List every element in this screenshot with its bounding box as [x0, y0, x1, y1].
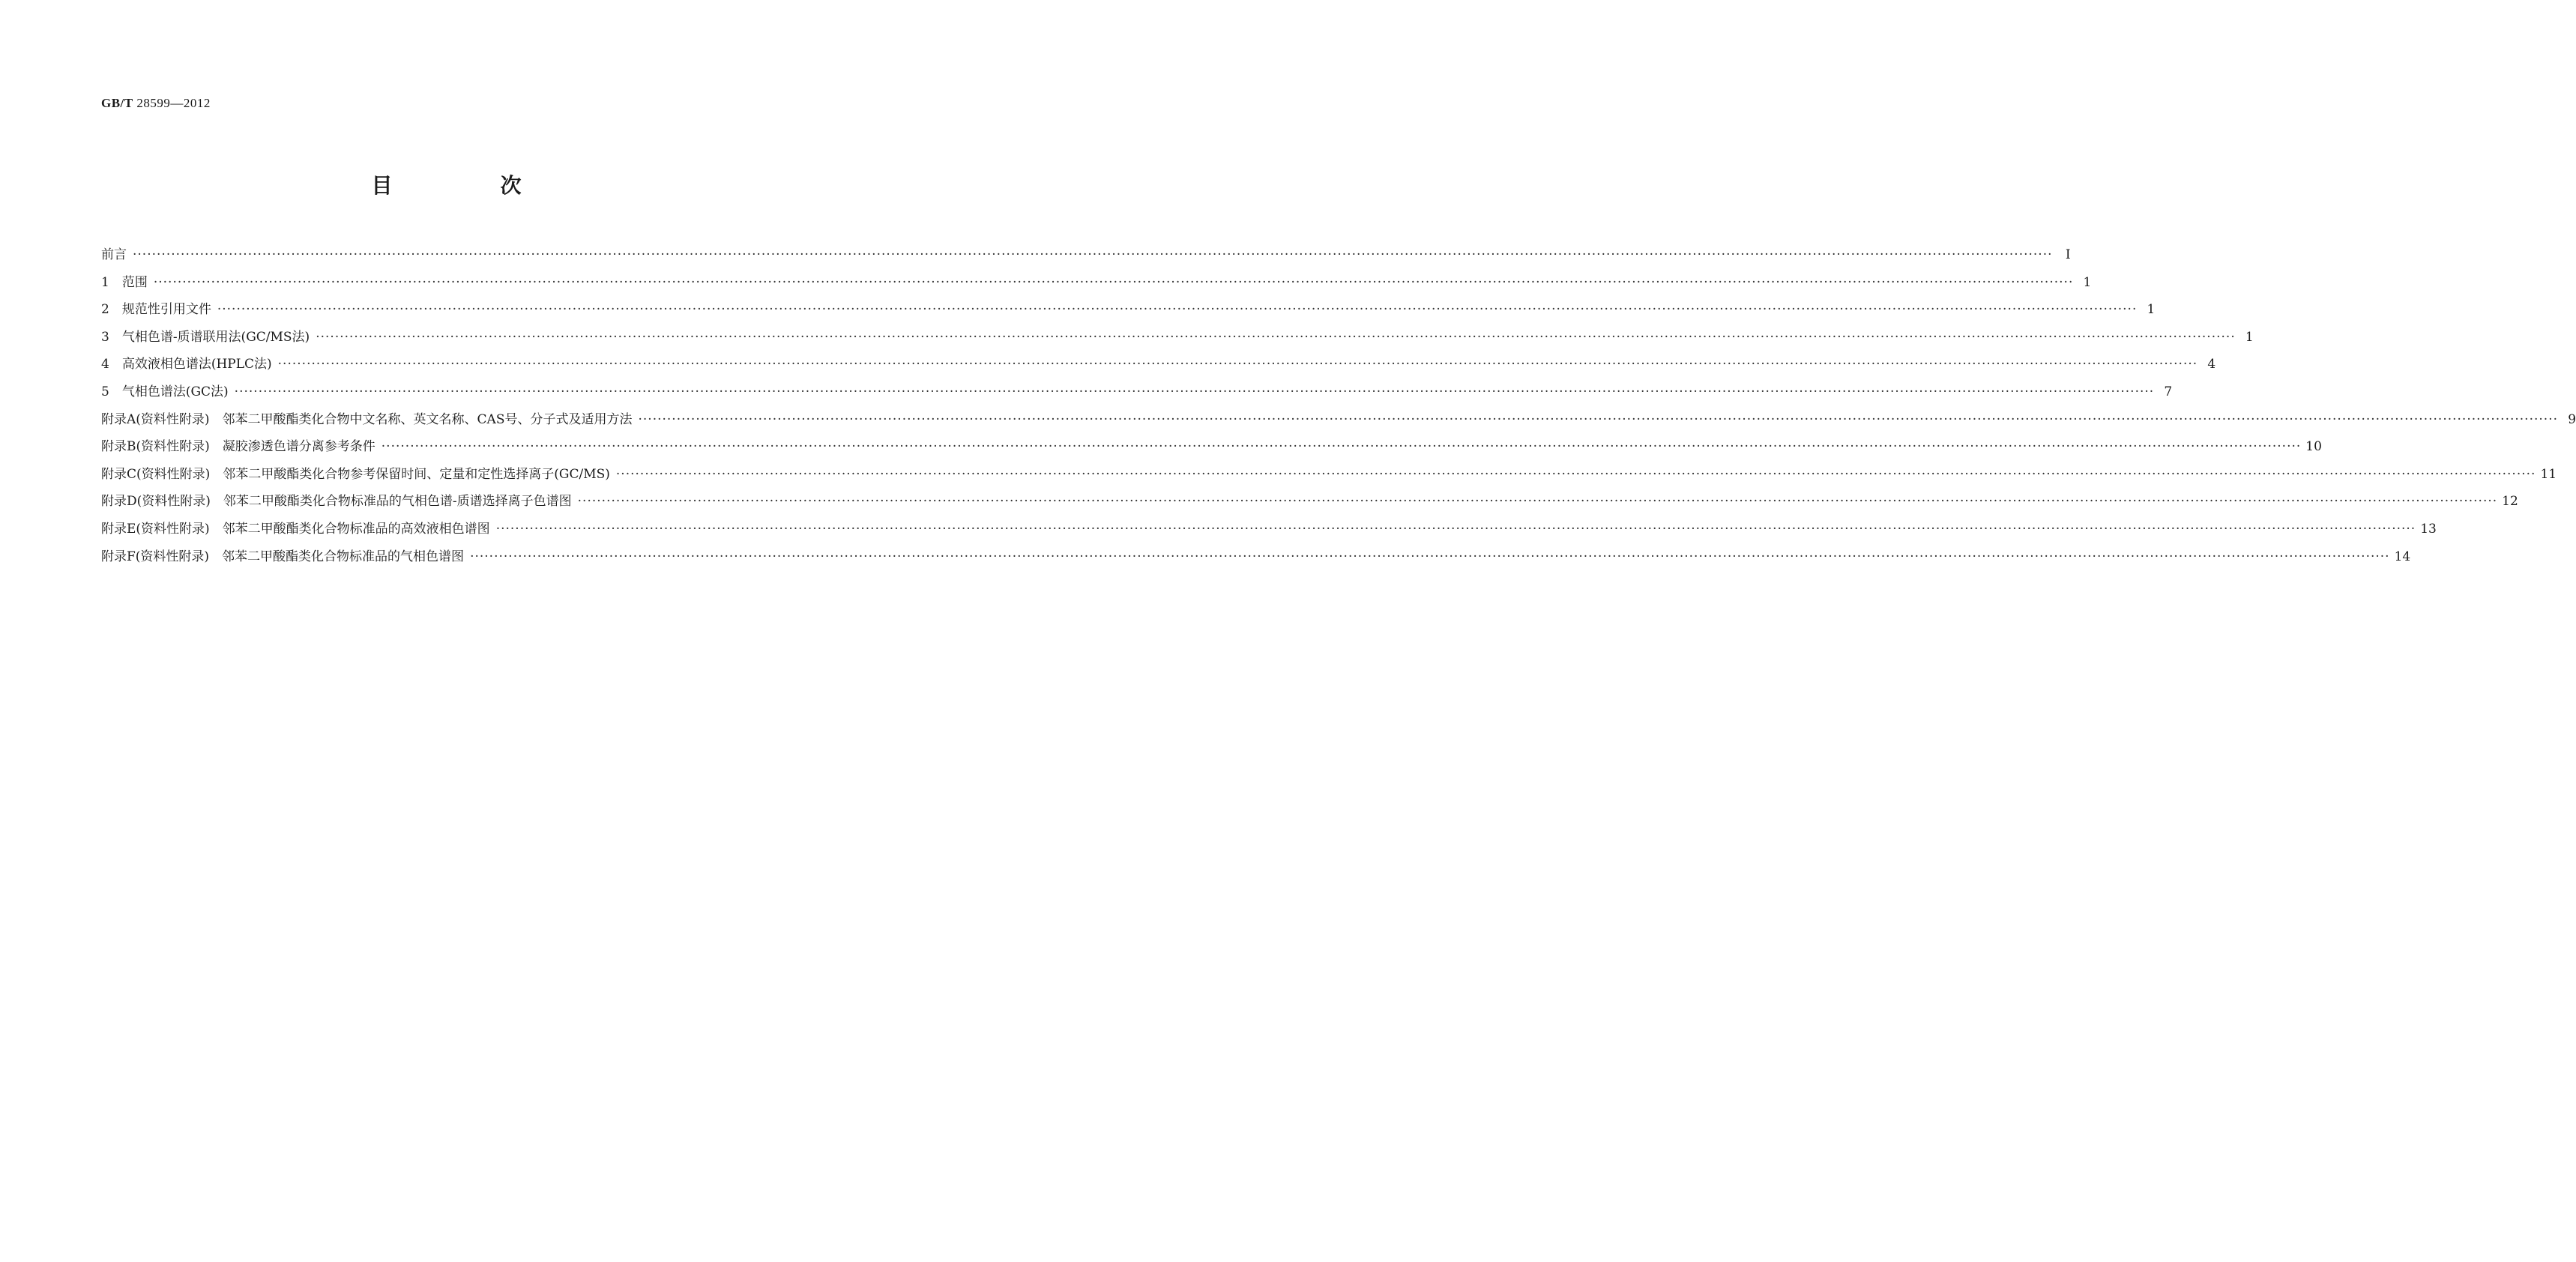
toc-leader-dots: ················································································································································································································································································································································································································	[381, 439, 2302, 455]
toc-entry-label: 3 气相色谱-质谱联用法(GC/MS法)	[101, 329, 310, 345]
toc-entry-annex-b[interactable]	[101, 435, 2322, 463]
toc-leader-dots: ················································································································································································································································································································································································································	[316, 329, 2236, 345]
toc-leader-dots: ················································································································································································································································································································································································································	[577, 494, 2498, 510]
toc-entry-annex-d[interactable]	[101, 490, 2518, 518]
toc-entry-label: 5 气相色谱法(GC法)	[101, 384, 229, 399]
toc-entry-annex-e[interactable]	[101, 518, 2437, 546]
toc-entry-page: 7	[2164, 384, 2173, 399]
toc-title: 目 次	[371, 173, 565, 198]
toc-entry-page: 12	[2502, 494, 2518, 510]
toc-entry-label: 前言	[101, 247, 127, 262]
toc-entry-label: 附录B(资料性附录) 凝胶渗透色谱分离参考条件	[101, 439, 375, 455]
toc-entry-page: 1	[2083, 274, 2092, 290]
toc-entry-annex-c[interactable]	[101, 463, 2557, 491]
toc-entry-label: 附录A(资料性附录) 邻苯二甲酸酯类化合物中文名称、英文名称、CAS号、分子式及适用方法	[101, 411, 633, 427]
standard-code-prefix: GB/T	[101, 96, 133, 110]
toc-entry-label: 附录C(资料性附录) 邻苯二甲酸酯类化合物参考保留时间、定量和定性选择离子(GC/MS)	[101, 466, 610, 482]
toc-entry-label: 1 范围	[101, 274, 148, 290]
toc-entry-label: 4 高效液相色谱法(HPLC法)	[101, 357, 272, 372]
toc-leader-dots: ················································································································································································································································································································································································································	[277, 357, 2198, 372]
toc-leader-dots: ················································································································································································································································································································································································································	[153, 274, 2074, 290]
toc-leader-dots: ················································································································································································································································································································································································································	[615, 466, 2536, 482]
toc-entry-gcms[interactable]	[101, 326, 2254, 354]
toc-entry-page: 1	[2245, 329, 2254, 345]
toc-entry-gc[interactable]	[101, 381, 2173, 408]
toc-entry-page: 10	[2305, 439, 2322, 455]
toc-entry-page: 14	[2394, 549, 2411, 564]
toc-entry-foreword[interactable]	[101, 244, 2071, 271]
toc-entry-normative-references[interactable]	[101, 298, 2156, 326]
toc-entry-page: 1	[2147, 302, 2156, 318]
toc-entry-page: 4	[2207, 357, 2216, 372]
toc-entry-label: 附录E(资料性附录) 邻苯二甲酸酯类化合物标准品的高效液相色谱图	[101, 521, 490, 537]
toc-leader-dots: ················································································································································································································································································································································································································	[470, 549, 2390, 564]
toc-leader-dots: ················································································································································································································································································································································································································	[217, 302, 2138, 318]
toc-entry-annex-a[interactable]	[101, 408, 2576, 436]
toc-entry-hplc[interactable]	[101, 353, 2216, 381]
toc-entry-page: 11	[2540, 466, 2557, 482]
table-of-contents	[101, 244, 2576, 573]
toc-entry-scope[interactable]	[101, 271, 2092, 299]
toc-entry-annex-f[interactable]	[101, 546, 2411, 573]
toc-entry-label: 附录F(资料性附录) 邻苯二甲酸酯类化合物标准品的气相色谱图	[101, 549, 465, 564]
toc-entry-page: 9	[2568, 411, 2576, 427]
toc-entry-page: 13	[2420, 521, 2437, 537]
toc-entry-page: Ⅰ	[2065, 247, 2071, 262]
toc-entry-label: 2 规范性引用文件	[101, 302, 211, 318]
standard-code-number: 28599—2012	[136, 96, 211, 110]
toc-leader-dots: ················································································································································································································································································································································································································	[638, 411, 2559, 427]
toc-leader-dots: ················································································································································································································································································································································································································	[234, 384, 2155, 399]
standard-code	[101, 96, 211, 111]
toc-leader-dots: ················································································································································································································································································································································································································	[495, 521, 2416, 537]
toc-entry-label: 附录D(资料性附录) 邻苯二甲酸酯类化合物标准品的气相色谱-质谱选择离子色谱图	[101, 494, 572, 510]
toc-leader-dots: ················································································································································································································································································································································································································	[133, 247, 2053, 262]
